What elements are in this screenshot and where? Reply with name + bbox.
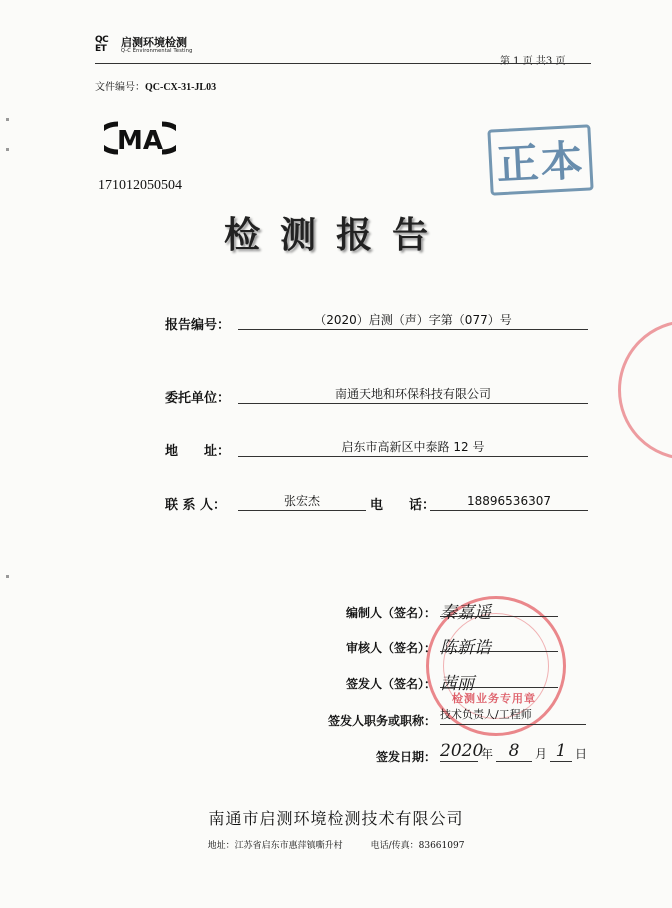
cma-certificate-number: 171012050504 [98,178,182,193]
issuer-label: 签发人（签名）： [345,677,436,691]
issue-date-day-suffix: 日 [575,747,588,761]
reviewer-signature: 陈新诰 [440,633,558,652]
issue-date [440,742,587,762]
scan-mark [6,575,9,578]
report-number-field: （2020）启测（声）字第（077）号 [238,312,588,330]
contact-field: 张宏杰 [238,493,366,511]
header-divider [95,63,591,64]
header-company-name: 启测环境检测 [121,36,187,49]
official-seal-text: 检测业务专用章 [452,692,536,705]
issue-date-month: 8 [496,741,532,762]
phone-field: 18896536307 [430,493,588,511]
client-label: 委托单位： [165,391,231,406]
issue-date-year-suffix: 年 [481,747,494,761]
scan-mark [6,148,9,151]
reviewer-label: 审核人（签名）： [345,641,436,655]
company-logo: QC ET [95,35,109,54]
page-info: 第 1 页 共3 页 [500,56,566,67]
cma-text: MA [117,126,163,156]
address-field: 启东市高新区中泰路 12 号 [238,439,588,457]
footer-contact [0,838,672,851]
document-number-value: QC-CX-31-JL03 [145,82,217,93]
issue-date-label: 签发日期： [375,750,436,764]
phone-label: 电 话： [370,498,436,513]
edge-seal-stamp [618,320,672,460]
issue-date-month-suffix: 月 [535,747,548,761]
scan-mark [6,118,9,121]
document-number-label: 文件编号： [95,82,145,93]
compiler-signature: 秦嘉遥 [440,598,558,617]
footer-company-name: 南通市启测环境检测技术有限公司 [208,809,464,828]
position-field: 技术负责人/工程师 [440,706,586,725]
report-title: 检测报告 [223,215,448,256]
footer-phone: 电话/传真：83661097 [370,841,465,851]
compiler-label: 编制人（签名）： [345,606,436,620]
issue-date-year: 2020 [440,741,484,761]
header-company-english: Q-C Environmental Testing [121,48,193,54]
original-copy-stamp: 正本 [487,124,593,195]
document-number [95,78,216,93]
contact-label: 联 系 人： [165,498,227,513]
footer-address: 地址：江苏省启东市惠萍镇嘶升村 [207,841,343,851]
cma-logo-icon [104,118,176,158]
position-label: 签发人职务或职称： [327,714,436,728]
issue-date-day: 1 [550,741,572,762]
address-label: 地 址： [165,444,231,459]
client-field: 南通天地和环保科技有限公司 [238,386,588,404]
issuer-signature: 茜丽 [440,669,558,688]
report-number-label: 报告编号： [165,318,231,333]
